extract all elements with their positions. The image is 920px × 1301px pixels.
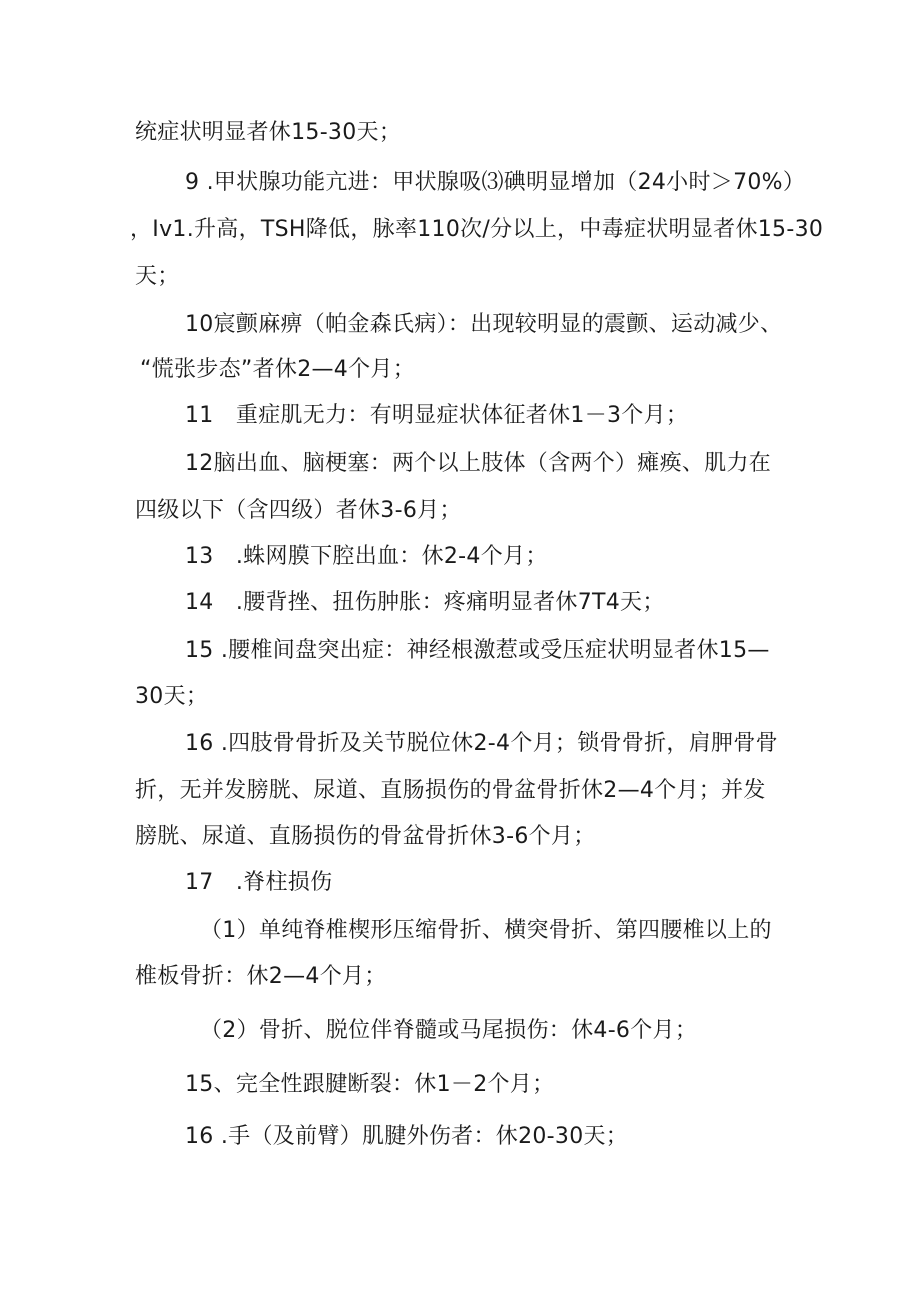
text-line: 9 .甲状腺功能亢进：甲状腺吸⑶碘明显增加（24小时＞70%） (185, 170, 806, 195)
text-line: 30天； (135, 684, 209, 709)
text-line: 12脑出血、脑梗塞：两个以上肢体（含两个）瘫痪、肌力在 (185, 451, 772, 476)
text-line: ，Iv1.升高，TSH降低，脉率110次/分以上，中毒症状明显者休15-30 (130, 217, 824, 242)
text-line: 11 重症肌无力：有明显症状体征者休1－3个月； (185, 403, 689, 428)
text-line: （2）骨折、脱位伴脊髓或马尾损伤：休4-6个月； (200, 1018, 698, 1043)
text-line: 15 .腰椎间盘突出症：神经根激惹或受压症状明显者休15— (185, 638, 770, 663)
text-line: 膀胱、尿道、直肠损伤的骨盆骨折休3-6个月； (135, 824, 596, 849)
text-line: 16 .手（及前臂）肌腱外伤者：休20-30天； (185, 1124, 629, 1149)
text-line: 椎板骨折：休2—4个月； (135, 964, 387, 989)
text-line: 天； (135, 264, 180, 289)
text-line: 16 .四肢骨骨折及关节脱位休2-4个月；锁骨骨折，肩胛骨骨 (185, 731, 778, 756)
text-line: 13 .蛛网膜下腔出血：休2-4个月； (185, 544, 548, 569)
text-line: 四级以下（含四级）者休3-6月； (135, 498, 462, 523)
text-line: 17 .脊柱损伤 (185, 870, 333, 895)
text-line: 10宸颤麻痹（帕金森氏病）：出现较明显的震颤、运动减少、 (185, 312, 783, 337)
text-line: （1）单纯脊椎楔形压缩骨折、横突骨折、第四腰椎以上的 (200, 918, 772, 943)
text-line: “慌张步态”者休2—4个月； (140, 357, 415, 382)
text-line: 14 .腰背挫、扭伤肿胀：疼痛明显者休7T4天； (185, 590, 665, 615)
text-line: 统症状明显者休15-30天； (135, 120, 402, 145)
text-line: 折，无并发膀胱、尿道、直肠损伤的骨盆骨折休2—4个月；并发 (135, 778, 766, 803)
text-line: 15、完全性跟腱断裂：休1－2个月； (185, 1072, 555, 1097)
